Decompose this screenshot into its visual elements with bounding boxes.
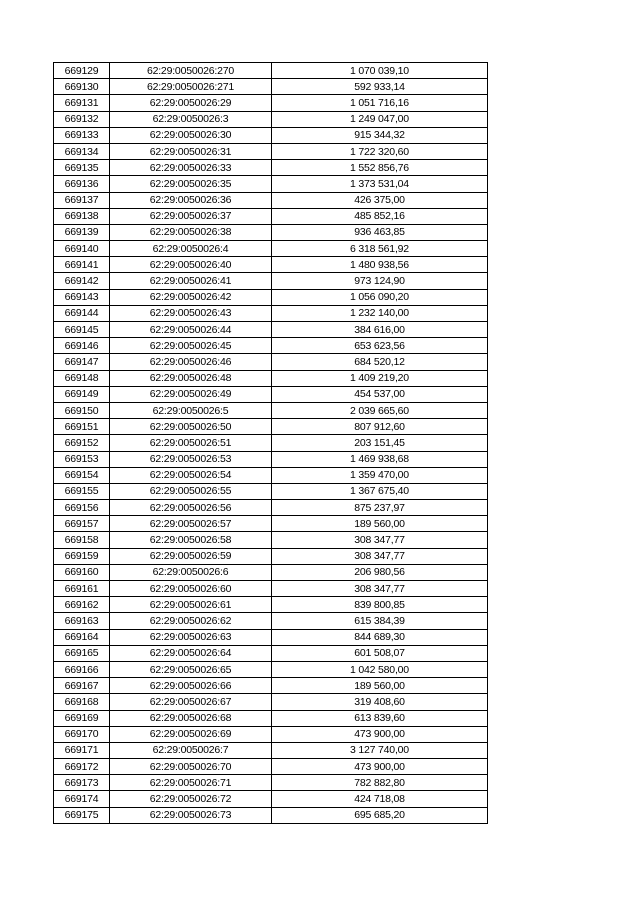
table-row xyxy=(54,629,488,645)
table-row xyxy=(54,95,488,111)
cadastral-number-cell: 62:29:0050026:70 xyxy=(110,759,272,775)
cadastral-value-cell: 1 480 938,56 xyxy=(272,257,488,273)
cadastral-value-cell: 936 463,85 xyxy=(272,224,488,240)
row-number-cell: 669154 xyxy=(54,467,110,483)
cadastral-number-cell: 62:29:0050026:67 xyxy=(110,694,272,710)
row-number-cell: 669163 xyxy=(54,613,110,629)
row-number-cell: 669157 xyxy=(54,516,110,532)
table-row xyxy=(54,322,488,338)
cadastral-value-cell: 189 560,00 xyxy=(272,678,488,694)
row-number-cell: 669166 xyxy=(54,661,110,677)
row-number-cell: 669171 xyxy=(54,742,110,758)
table-row xyxy=(54,597,488,613)
row-number-cell: 669156 xyxy=(54,500,110,516)
row-number-cell: 669143 xyxy=(54,289,110,305)
cadastral-value-cell: 1 722 320,60 xyxy=(272,143,488,159)
row-number-cell: 669140 xyxy=(54,241,110,257)
row-number-cell: 669131 xyxy=(54,95,110,111)
cadastral-number-cell: 62:29:0050026:63 xyxy=(110,629,272,645)
cadastral-value-cell: 473 900,00 xyxy=(272,726,488,742)
cadastral-number-cell: 62:29:0050026:7 xyxy=(110,742,272,758)
row-number-cell: 669159 xyxy=(54,548,110,564)
document-page xyxy=(53,62,487,824)
row-number-cell: 669132 xyxy=(54,111,110,127)
table-row xyxy=(54,483,488,499)
row-number-cell: 669149 xyxy=(54,386,110,402)
cadastral-number-cell: 62:29:0050026:46 xyxy=(110,354,272,370)
cadastral-number-cell: 62:29:0050026:6 xyxy=(110,564,272,580)
cadastral-value-cell: 839 800,85 xyxy=(272,597,488,613)
cadastral-number-cell: 62:29:0050026:48 xyxy=(110,370,272,386)
cadastral-value-cell: 308 347,77 xyxy=(272,548,488,564)
cadastral-value-cell: 592 933,14 xyxy=(272,79,488,95)
cadastral-number-cell: 62:29:0050026:5 xyxy=(110,402,272,418)
cadastral-number-cell: 62:29:0050026:29 xyxy=(110,95,272,111)
cadastral-value-cell: 684 520,12 xyxy=(272,354,488,370)
cadastral-value-cell: 844 689,30 xyxy=(272,629,488,645)
cadastral-number-cell: 62:29:0050026:43 xyxy=(110,305,272,321)
table-row xyxy=(54,564,488,580)
row-number-cell: 669175 xyxy=(54,807,110,823)
cadastral-value-cell: 319 408,60 xyxy=(272,694,488,710)
cadastral-value-cell: 1 042 580,00 xyxy=(272,661,488,677)
cadastral-number-cell: 62:29:0050026:40 xyxy=(110,257,272,273)
row-number-cell: 669164 xyxy=(54,629,110,645)
table-row xyxy=(54,791,488,807)
cadastral-number-cell: 62:29:0050026:4 xyxy=(110,241,272,257)
row-number-cell: 669150 xyxy=(54,402,110,418)
table-row xyxy=(54,208,488,224)
row-number-cell: 669152 xyxy=(54,435,110,451)
table-row xyxy=(54,451,488,467)
cadastral-value-cell: 426 375,00 xyxy=(272,192,488,208)
row-number-cell: 669134 xyxy=(54,143,110,159)
cadastral-number-cell: 62:29:0050026:66 xyxy=(110,678,272,694)
row-number-cell: 669138 xyxy=(54,208,110,224)
cadastral-value-cell: 2 039 665,60 xyxy=(272,402,488,418)
row-number-cell: 669170 xyxy=(54,726,110,742)
table-row xyxy=(54,289,488,305)
row-number-cell: 669174 xyxy=(54,791,110,807)
table-row xyxy=(54,759,488,775)
row-number-cell: 669172 xyxy=(54,759,110,775)
cadastral-value-cell: 807 912,60 xyxy=(272,419,488,435)
table-row xyxy=(54,79,488,95)
row-number-cell: 669162 xyxy=(54,597,110,613)
cadastral-value-cell: 308 347,77 xyxy=(272,532,488,548)
cadastral-number-cell: 62:29:0050026:65 xyxy=(110,661,272,677)
table-row xyxy=(54,354,488,370)
cadastral-number-cell: 62:29:0050026:68 xyxy=(110,710,272,726)
table-row xyxy=(54,775,488,791)
row-number-cell: 669168 xyxy=(54,694,110,710)
cadastral-value-cell: 384 616,00 xyxy=(272,322,488,338)
cadastral-number-cell: 62:29:0050026:45 xyxy=(110,338,272,354)
cadastral-number-cell: 62:29:0050026:55 xyxy=(110,483,272,499)
table-row xyxy=(54,143,488,159)
cadastral-number-cell: 62:29:0050026:59 xyxy=(110,548,272,564)
cadastral-number-cell: 62:29:0050026:41 xyxy=(110,273,272,289)
cadastral-number-cell: 62:29:0050026:42 xyxy=(110,289,272,305)
cadastral-number-cell: 62:29:0050026:62 xyxy=(110,613,272,629)
table-row xyxy=(54,63,488,79)
cadastral-value-cell: 1 056 090,20 xyxy=(272,289,488,305)
cadastral-value-cell: 6 318 561,92 xyxy=(272,241,488,257)
table-body xyxy=(54,63,488,824)
row-number-cell: 669146 xyxy=(54,338,110,354)
cadastral-value-cell: 424 718,08 xyxy=(272,791,488,807)
table-row xyxy=(54,111,488,127)
row-number-cell: 669160 xyxy=(54,564,110,580)
table-row xyxy=(54,694,488,710)
table-row xyxy=(54,241,488,257)
cadastral-value-cell: 1 552 856,76 xyxy=(272,160,488,176)
cadastral-value-cell: 973 124,90 xyxy=(272,273,488,289)
cadastral-number-cell: 62:29:0050026:37 xyxy=(110,208,272,224)
cadastral-value-cell: 454 537,00 xyxy=(272,386,488,402)
table-row xyxy=(54,742,488,758)
cadastral-value-table xyxy=(53,62,488,824)
row-number-cell: 669148 xyxy=(54,370,110,386)
table-row xyxy=(54,176,488,192)
cadastral-value-cell: 613 839,60 xyxy=(272,710,488,726)
table-row xyxy=(54,726,488,742)
table-row xyxy=(54,516,488,532)
cadastral-number-cell: 62:29:0050026:54 xyxy=(110,467,272,483)
cadastral-number-cell: 62:29:0050026:35 xyxy=(110,176,272,192)
row-number-cell: 669137 xyxy=(54,192,110,208)
table-row xyxy=(54,305,488,321)
cadastral-value-cell: 1 051 716,16 xyxy=(272,95,488,111)
cadastral-value-cell: 601 508,07 xyxy=(272,645,488,661)
row-number-cell: 669141 xyxy=(54,257,110,273)
cadastral-number-cell: 62:29:0050026:31 xyxy=(110,143,272,159)
row-number-cell: 669133 xyxy=(54,127,110,143)
table-row xyxy=(54,661,488,677)
cadastral-value-cell: 653 623,56 xyxy=(272,338,488,354)
row-number-cell: 669153 xyxy=(54,451,110,467)
cadastral-value-cell: 782 882,80 xyxy=(272,775,488,791)
cadastral-value-cell: 1 367 675,40 xyxy=(272,483,488,499)
table-row xyxy=(54,127,488,143)
row-number-cell: 669135 xyxy=(54,160,110,176)
cadastral-value-cell: 1 070 039,10 xyxy=(272,63,488,79)
row-number-cell: 669136 xyxy=(54,176,110,192)
table-row xyxy=(54,500,488,516)
table-row xyxy=(54,402,488,418)
table-row xyxy=(54,273,488,289)
cadastral-value-cell: 1 409 219,20 xyxy=(272,370,488,386)
table-row xyxy=(54,419,488,435)
row-number-cell: 669139 xyxy=(54,224,110,240)
cadastral-number-cell: 62:29:0050026:73 xyxy=(110,807,272,823)
row-number-cell: 669165 xyxy=(54,645,110,661)
cadastral-number-cell: 62:29:0050026:71 xyxy=(110,775,272,791)
cadastral-number-cell: 62:29:0050026:60 xyxy=(110,581,272,597)
cadastral-value-cell: 485 852,16 xyxy=(272,208,488,224)
row-number-cell: 669173 xyxy=(54,775,110,791)
table-row xyxy=(54,370,488,386)
table-row xyxy=(54,548,488,564)
cadastral-number-cell: 62:29:0050026:53 xyxy=(110,451,272,467)
row-number-cell: 669155 xyxy=(54,483,110,499)
cadastral-number-cell: 62:29:0050026:72 xyxy=(110,791,272,807)
cadastral-number-cell: 62:29:0050026:30 xyxy=(110,127,272,143)
cadastral-value-cell: 473 900,00 xyxy=(272,759,488,775)
cadastral-value-cell: 203 151,45 xyxy=(272,435,488,451)
cadastral-number-cell: 62:29:0050026:64 xyxy=(110,645,272,661)
cadastral-number-cell: 62:29:0050026:33 xyxy=(110,160,272,176)
row-number-cell: 669142 xyxy=(54,273,110,289)
cadastral-value-cell: 3 127 740,00 xyxy=(272,742,488,758)
cadastral-number-cell: 62:29:0050026:57 xyxy=(110,516,272,532)
row-number-cell: 669130 xyxy=(54,79,110,95)
cadastral-number-cell: 62:29:0050026:49 xyxy=(110,386,272,402)
row-number-cell: 669145 xyxy=(54,322,110,338)
cadastral-value-cell: 206 980,56 xyxy=(272,564,488,580)
row-number-cell: 669158 xyxy=(54,532,110,548)
cadastral-value-cell: 1 469 938,68 xyxy=(272,451,488,467)
cadastral-number-cell: 62:29:0050026:3 xyxy=(110,111,272,127)
cadastral-value-cell: 915 344,32 xyxy=(272,127,488,143)
cadastral-number-cell: 62:29:0050026:61 xyxy=(110,597,272,613)
cadastral-number-cell: 62:29:0050026:58 xyxy=(110,532,272,548)
row-number-cell: 669151 xyxy=(54,419,110,435)
table-row xyxy=(54,160,488,176)
table-row xyxy=(54,224,488,240)
table-row xyxy=(54,645,488,661)
cadastral-number-cell: 62:29:0050026:38 xyxy=(110,224,272,240)
table-row xyxy=(54,710,488,726)
cadastral-value-cell: 189 560,00 xyxy=(272,516,488,532)
row-number-cell: 669161 xyxy=(54,581,110,597)
cadastral-number-cell: 62:29:0050026:44 xyxy=(110,322,272,338)
row-number-cell: 669169 xyxy=(54,710,110,726)
table-row xyxy=(54,435,488,451)
table-row xyxy=(54,678,488,694)
table-row xyxy=(54,257,488,273)
cadastral-number-cell: 62:29:0050026:56 xyxy=(110,500,272,516)
table-row xyxy=(54,581,488,597)
row-number-cell: 669144 xyxy=(54,305,110,321)
table-row xyxy=(54,192,488,208)
table-row xyxy=(54,467,488,483)
row-number-cell: 669129 xyxy=(54,63,110,79)
row-number-cell: 669147 xyxy=(54,354,110,370)
table-row xyxy=(54,338,488,354)
cadastral-number-cell: 62:29:0050026:51 xyxy=(110,435,272,451)
cadastral-value-cell: 1 249 047,00 xyxy=(272,111,488,127)
cadastral-value-cell: 695 685,20 xyxy=(272,807,488,823)
table-row xyxy=(54,386,488,402)
row-number-cell: 669167 xyxy=(54,678,110,694)
cadastral-value-cell: 1 359 470,00 xyxy=(272,467,488,483)
cadastral-number-cell: 62:29:0050026:69 xyxy=(110,726,272,742)
cadastral-value-cell: 1 373 531,04 xyxy=(272,176,488,192)
cadastral-number-cell: 62:29:0050026:271 xyxy=(110,79,272,95)
cadastral-number-cell: 62:29:0050026:270 xyxy=(110,63,272,79)
table-row xyxy=(54,613,488,629)
cadastral-value-cell: 308 347,77 xyxy=(272,581,488,597)
cadastral-number-cell: 62:29:0050026:50 xyxy=(110,419,272,435)
table-row xyxy=(54,807,488,823)
table-row xyxy=(54,532,488,548)
cadastral-number-cell: 62:29:0050026:36 xyxy=(110,192,272,208)
cadastral-value-cell: 1 232 140,00 xyxy=(272,305,488,321)
cadastral-value-cell: 615 384,39 xyxy=(272,613,488,629)
cadastral-value-cell: 875 237,97 xyxy=(272,500,488,516)
